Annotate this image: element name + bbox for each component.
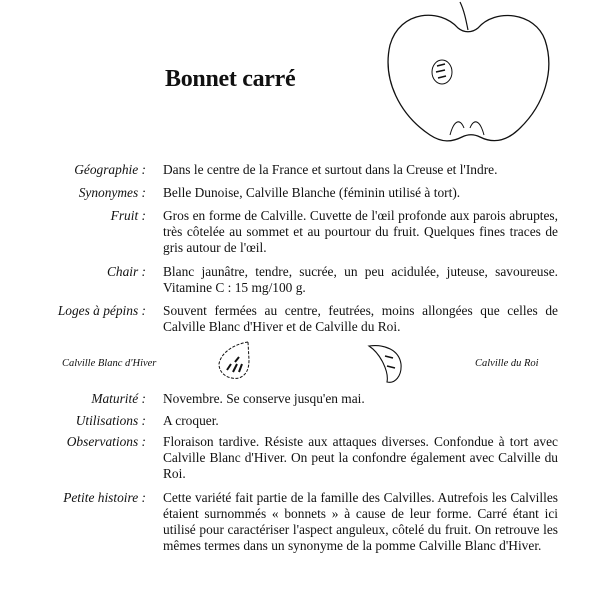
apple-cross-section-illustration: [380, 0, 560, 150]
field-text: A croquer.: [163, 413, 219, 428]
seed-chamber-sketch-calville-du-roi: [365, 342, 407, 386]
caption-calville-blanc: Calville Blanc d'Hiver: [62, 358, 157, 369]
field-text: Blanc jaunâtre, tendre, sucrée, un peu acidulée, juteuse, savoureuse. Vitamine C : 15 mg/100 g.: [163, 264, 558, 295]
field-label: Petite histoire :: [63, 490, 146, 505]
page-title: Bonnet carré: [165, 66, 296, 92]
caption-calville-du-roi: Calville du Roi: [475, 358, 539, 369]
field-text: Floraison tardive. Résiste aux attaques diverses. Confondue à tort avec Calville Blanc d'Hiver. On peut la confondre également avec Calville du Roi.: [163, 434, 558, 481]
field-text: Souvent fermées au centre, feutrées, moins allongées que celles de Calville Blanc d'Hiver et de Calville du Roi.: [163, 303, 558, 334]
field-text: Novembre. Se conserve jusqu'en mai.: [163, 391, 365, 406]
field-text: Dans le centre de la France et surtout dans la Creuse et l'Indre.: [163, 162, 498, 177]
field-label: Chair :: [106, 264, 146, 279]
field-text: Gros en forme de Calville. Cuvette de l'œil profonde aux parois abruptes, très côtelée au sommet et au pourtour du fruit. Quelques fines traces de gris autour de l'œil.: [163, 208, 558, 255]
field-label: Fruit :: [110, 208, 146, 223]
field-label: Maturité :: [91, 391, 146, 406]
field-label: Utilisations :: [75, 413, 146, 428]
field-label: Loges à pépins :: [57, 303, 146, 318]
field-label: Observations :: [66, 434, 146, 449]
field-label: Géographie :: [74, 162, 146, 177]
field-text: Cette variété fait partie de la famille des Calvilles. Autrefois les Calvilles étaient surnommés « bonnets » à cause de leur forme. Carré étant ici utilisé pour caractériser l'aspect anguleux, côtelé du fruit. On retrouve les mêmes termes dans un synonyme de la pomme Calville Blanc d'Hiver.: [163, 490, 558, 553]
seed-chamber-sketch-calville-blanc: [215, 340, 255, 382]
field-label: Synonymes :: [78, 185, 146, 200]
field-text: Belle Dunoise, Calville Blanche (féminin utilisé à tort).: [163, 185, 461, 200]
